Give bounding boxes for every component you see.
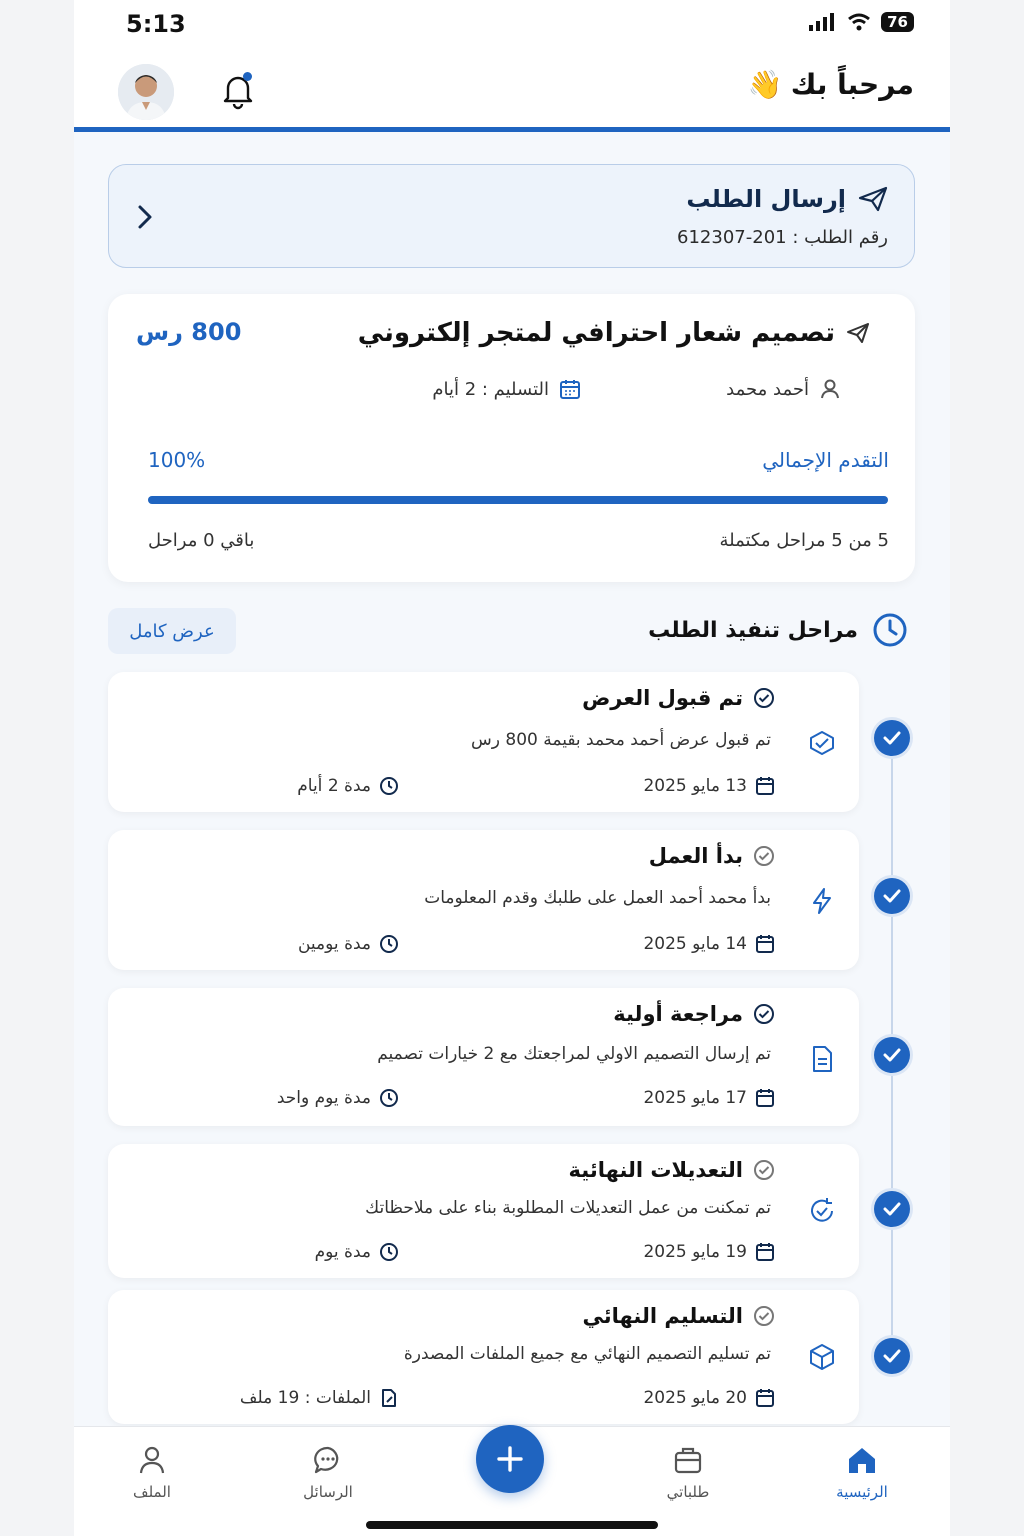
progress-bar-fill	[148, 496, 888, 504]
send-icon	[845, 320, 871, 346]
step-title	[613, 1002, 775, 1026]
package-icon	[807, 1342, 837, 1372]
calendar-icon	[755, 1388, 775, 1408]
briefcase-icon	[673, 1445, 703, 1475]
status-bar	[74, 0, 950, 50]
step-date	[643, 1088, 775, 1108]
step-duration-text: مدة 2 أيام	[297, 776, 371, 796]
step-files	[240, 1388, 399, 1408]
timeline-section-title	[648, 612, 908, 648]
check-icon	[883, 889, 901, 903]
notification-dot	[243, 72, 252, 81]
timeline-step[interactable]	[108, 1144, 859, 1278]
check-icon	[883, 1349, 901, 1363]
check-icon	[883, 1048, 901, 1062]
step-duration	[277, 1088, 399, 1108]
clock-icon	[379, 776, 399, 796]
check-circle-icon	[753, 1159, 775, 1181]
paper-plane-icon	[858, 186, 888, 212]
avatar[interactable]	[118, 64, 174, 120]
status-time: 5:13	[126, 10, 186, 38]
lightning-icon	[807, 886, 837, 916]
step-check-dot	[874, 878, 910, 914]
stages-completed: 5 من 5 مراحل مكتملة	[719, 530, 889, 551]
step-title	[582, 686, 775, 710]
order-summary-card	[108, 294, 915, 582]
nav-messages-label: الرسائل	[303, 1483, 353, 1501]
step-title-text: التعديلات النهائية	[568, 1158, 743, 1182]
timeline-step[interactable]	[108, 830, 859, 970]
send-order-card[interactable]	[108, 164, 915, 268]
step-duration	[315, 1242, 399, 1262]
step-duration-text: مدة يومين	[297, 934, 371, 954]
step-date-text: 17 مايو 2025	[643, 1088, 747, 1108]
timeline-title-text: مراحل تنفيذ الطلب	[648, 617, 858, 643]
step-date	[643, 1242, 775, 1262]
nav-orders-label: طلباتي	[666, 1483, 710, 1501]
greeting-text: مرحباً بك	[790, 68, 914, 101]
order-client	[726, 378, 841, 400]
nav-home-label: الرئيسية	[836, 1483, 888, 1501]
nav-profile-label: الملف	[133, 1483, 171, 1501]
user-icon	[819, 378, 841, 400]
step-description: تم إرسال التصميم الاولي لمراجعتك مع 2 خيارات تصميم	[377, 1044, 771, 1064]
order-number: رقم الطلب : 201-612307	[677, 227, 888, 248]
nav-home[interactable]	[802, 1445, 922, 1501]
step-check-dot	[874, 1191, 910, 1227]
status-icons	[809, 12, 914, 32]
step-check-dot	[874, 720, 910, 756]
clock-icon	[872, 612, 908, 648]
bottom-navigation	[74, 1426, 950, 1536]
stages-remaining: باقي 0 مراحل	[148, 530, 255, 551]
progress-percent: 100%	[148, 448, 206, 472]
file-edit-icon	[379, 1388, 399, 1408]
nav-profile[interactable]	[92, 1445, 212, 1501]
step-description: تم تسليم التصميم النهائي مع جميع الملفات المصدرة	[403, 1344, 771, 1364]
progress-bar	[148, 496, 888, 504]
order-title	[358, 318, 871, 348]
chat-bubble-icon	[313, 1445, 343, 1475]
check-circle-icon	[753, 687, 775, 709]
calendar-icon	[755, 776, 775, 796]
timeline-step[interactable]	[108, 672, 859, 812]
client-name: أحمد محمد	[726, 378, 809, 400]
step-title	[583, 1304, 775, 1328]
step-title-text: بدأ العمل	[648, 844, 743, 868]
send-order-label: إرسال الطلب	[686, 185, 846, 213]
step-title	[649, 844, 775, 868]
step-duration-text: مدة يوم واحد	[276, 1088, 371, 1108]
view-all-button[interactable]: عرض كامل	[108, 608, 236, 654]
step-date-text: 20 مايو 2025	[643, 1388, 747, 1408]
order-delivery	[432, 378, 581, 400]
step-date-text: 13 مايو 2025	[643, 776, 747, 796]
step-duration	[298, 934, 399, 954]
signal-icon	[809, 13, 837, 31]
chevron-right-icon[interactable]	[135, 203, 155, 231]
home-indicator	[366, 1521, 658, 1529]
calendar-icon	[755, 1088, 775, 1108]
step-description: بدأ محمد أحمد العمل على طلبك وقدم المعلومات	[424, 888, 771, 908]
timeline-step[interactable]	[108, 988, 859, 1126]
step-date-text: 19 مايو 2025	[643, 1242, 747, 1262]
step-title	[569, 1158, 775, 1182]
nav-orders[interactable]	[628, 1445, 748, 1501]
refresh-check-icon	[807, 1196, 837, 1226]
step-title-text: تم قبول العرض	[582, 686, 743, 710]
check-circle-icon	[753, 1305, 775, 1327]
calendar-icon	[559, 378, 581, 400]
plus-icon	[496, 1445, 524, 1473]
wifi-icon	[847, 13, 871, 31]
wave-icon: 👋	[747, 68, 783, 101]
clock-icon	[379, 934, 399, 954]
app-screen	[74, 0, 950, 1536]
user-icon	[137, 1445, 167, 1475]
calendar-icon	[755, 934, 775, 954]
check-icon	[883, 731, 901, 745]
order-price: 800 رس	[136, 318, 242, 346]
clock-icon	[379, 1088, 399, 1108]
calendar-icon	[755, 1242, 775, 1262]
greeting	[748, 68, 914, 101]
check-circle-icon	[753, 1003, 775, 1025]
check-icon	[883, 1202, 901, 1216]
step-check-dot	[874, 1338, 910, 1374]
delivery-text: التسليم : 2 أيام	[432, 378, 549, 400]
step-description: تم تمكنت من عمل التعديلات المطلوبة بناء على ملاحظاتك	[365, 1198, 771, 1218]
step-date	[643, 1388, 775, 1408]
handshake-icon	[807, 728, 837, 758]
order-title-text: تصميم شعار احترافي لمتجر إلكتروني	[357, 318, 835, 348]
step-check-dot	[874, 1037, 910, 1073]
step-duration	[297, 776, 399, 796]
step-duration-text: مدة يوم	[314, 1242, 371, 1262]
step-title-text: التسليم النهائي	[582, 1304, 743, 1328]
document-icon	[807, 1044, 837, 1074]
battery-indicator: 76	[881, 12, 914, 32]
add-button[interactable]	[476, 1425, 544, 1493]
check-circle-icon	[753, 845, 775, 867]
step-date	[643, 776, 775, 796]
progress-label: التقدم الإجمالي	[762, 448, 889, 472]
timeline-step[interactable]	[108, 1290, 859, 1424]
home-icon	[846, 1445, 878, 1475]
notification-bell-icon[interactable]	[220, 70, 256, 110]
clock-icon	[379, 1242, 399, 1262]
step-date	[643, 934, 775, 954]
step-title-text: مراجعة أولية	[613, 1002, 743, 1026]
step-date-text: 14 مايو 2025	[643, 934, 747, 954]
send-order-title	[686, 185, 888, 213]
app-header	[74, 50, 950, 132]
step-description: تم قبول عرض أحمد محمد بقيمة 800 رس	[471, 730, 771, 750]
step-files-text: الملفات : 19 ملف	[239, 1388, 371, 1408]
nav-messages[interactable]	[268, 1445, 388, 1501]
